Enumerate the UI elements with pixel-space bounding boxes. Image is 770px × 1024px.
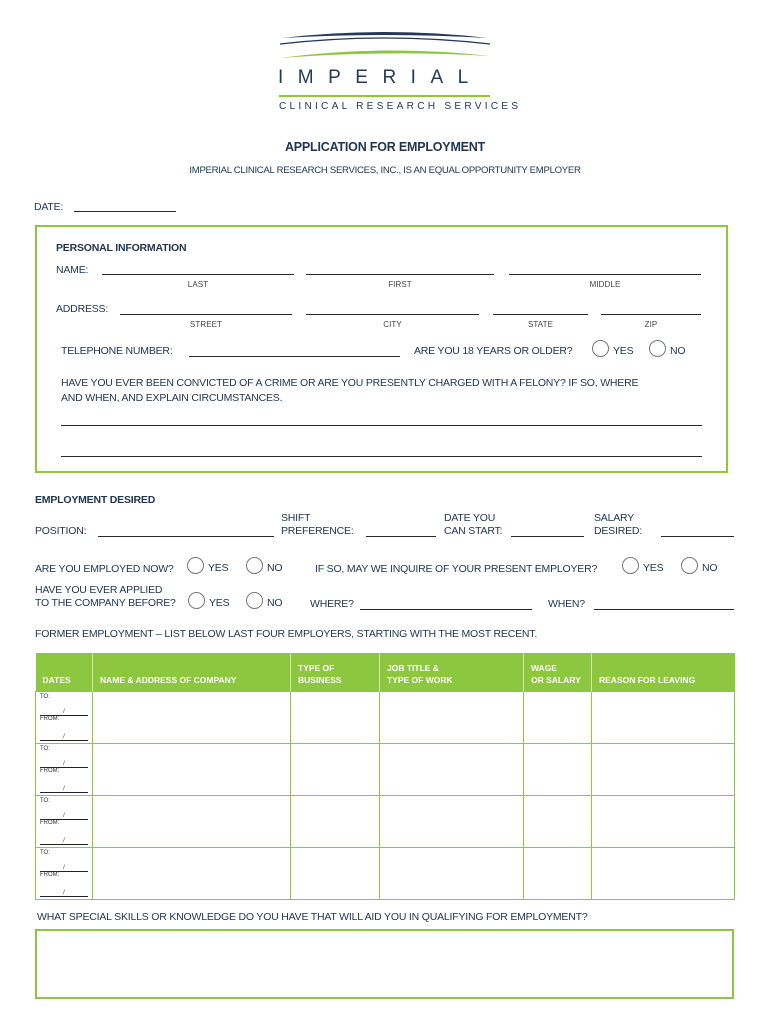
salary-field[interactable] <box>661 536 734 537</box>
dates-cell[interactable] <box>36 743 93 795</box>
table-header-row <box>36 653 735 691</box>
applied-no-label: NO <box>267 597 283 609</box>
from-date-field[interactable]: / <box>40 734 88 741</box>
table-row <box>36 691 735 743</box>
from-label: FROM: <box>40 767 60 774</box>
when-label: WHEN? <box>548 598 585 610</box>
col-header-reason: REASON FOR LEAVING <box>592 653 735 691</box>
address-label: ADDRESS: <box>56 303 109 315</box>
table-row <box>36 847 735 899</box>
former-employment-instruction: FORMER EMPLOYMENT – LIST BELOW LAST FOUR EMPLOYERS, STARTING WITH THE MOST RECENT. <box>35 628 538 640</box>
name-label: NAME: <box>56 264 89 276</box>
table-row <box>36 743 735 795</box>
telephone-field[interactable] <box>189 356 400 357</box>
telephone-label: TELEPHONE NUMBER: <box>61 345 173 357</box>
employed-no-label: NO <box>267 562 283 574</box>
position-field[interactable] <box>98 536 274 537</box>
shift-field[interactable] <box>366 536 436 537</box>
from-date-field[interactable]: / <box>40 890 88 897</box>
felony-question-line1: HAVE YOU EVER BEEN CONVICTED OF A CRIME OR ARE YOU PRESENTLY CHARGED WITH A FELONY? IF SO, WHERE <box>61 377 639 389</box>
wage-cell[interactable] <box>524 743 592 795</box>
applied-before-line1: HAVE YOU EVER APPLIED <box>35 584 163 596</box>
to-date-field[interactable]: / <box>40 761 88 768</box>
applied-yes-label: YES <box>209 597 230 609</box>
col-header-dates: DATES <box>36 653 93 691</box>
first-name-field[interactable] <box>306 274 494 275</box>
street-sublabel: STREET <box>189 320 223 329</box>
age-yes-radio[interactable] <box>592 340 609 357</box>
first-sublabel: FIRST <box>388 280 412 289</box>
start-date-label-2: CAN START: <box>444 525 503 537</box>
from-label: FROM: <box>40 871 60 878</box>
start-date-label-1: DATE YOU <box>444 512 496 524</box>
inquire-yes-radio[interactable] <box>622 557 639 574</box>
job-title-cell[interactable] <box>380 691 524 743</box>
city-sublabel: CITY <box>383 320 402 329</box>
logo-tagline: CLINICAL RESEARCH SERVICES <box>279 101 522 112</box>
former-employment-table <box>35 653 735 900</box>
middle-name-field[interactable] <box>509 274 701 275</box>
inquire-no-label: NO <box>702 562 718 574</box>
zip-sublabel: ZIP <box>644 320 658 329</box>
logo-swoosh-graphic <box>278 28 492 64</box>
shift-label-1: SHIFT <box>281 512 311 524</box>
wage-cell[interactable] <box>524 847 592 899</box>
felony-answer-line-1[interactable] <box>61 425 702 426</box>
last-name-field[interactable] <box>102 274 294 275</box>
employed-yes-label: YES <box>208 562 229 574</box>
date-field[interactable] <box>74 211 176 212</box>
dates-cell[interactable] <box>36 691 93 743</box>
skills-question: WHAT SPECIAL SKILLS OR KNOWLEDGE DO YOU HAVE THAT WILL AID YOU IN QUALIFYING FOR EMPLOYMENT? <box>37 911 588 923</box>
from-date-field[interactable]: / <box>40 786 88 793</box>
logo-divider <box>279 95 490 97</box>
company-cell[interactable] <box>93 743 291 795</box>
reason-cell[interactable] <box>592 743 735 795</box>
age-no-radio[interactable] <box>649 340 666 357</box>
company-cell[interactable] <box>93 691 291 743</box>
age-question: ARE YOU 18 YEARS OR OLDER? <box>414 345 573 357</box>
business-type-cell[interactable] <box>291 743 380 795</box>
where-label: WHERE? <box>310 598 354 610</box>
reason-cell[interactable] <box>592 795 735 847</box>
to-label: TO: <box>40 745 50 752</box>
shift-label-2: PREFERENCE: <box>281 525 354 537</box>
salary-label-2: DESIRED: <box>594 525 642 537</box>
employed-no-radio[interactable] <box>246 557 263 574</box>
from-label: FROM: <box>40 819 60 826</box>
city-field[interactable] <box>306 314 479 315</box>
employed-yes-radio[interactable] <box>187 557 204 574</box>
employed-now-question: ARE YOU EMPLOYED NOW? <box>35 563 174 575</box>
age-yes-label: YES <box>613 345 634 357</box>
business-type-cell[interactable] <box>291 847 380 899</box>
col-header-business-type: TYPE OF BUSINESS <box>291 653 380 691</box>
to-date-field[interactable]: / <box>40 813 88 820</box>
from-label: FROM: <box>40 715 60 722</box>
state-sublabel: STATE <box>527 320 554 329</box>
age-no-label: NO <box>670 345 686 357</box>
applied-no-radio[interactable] <box>246 592 263 609</box>
logo-wordmark: IMPERIAL <box>278 67 483 88</box>
state-field[interactable] <box>493 314 588 315</box>
company-cell[interactable] <box>93 847 291 899</box>
zip-field[interactable] <box>601 314 701 315</box>
position-label: POSITION: <box>35 525 87 537</box>
date-label: DATE: <box>34 201 64 213</box>
last-sublabel: LAST <box>187 280 209 289</box>
to-date-field[interactable]: / <box>40 865 88 872</box>
col-header-wage: WAGE OR SALARY <box>524 653 592 691</box>
wage-cell[interactable] <box>524 691 592 743</box>
dates-cell[interactable] <box>36 795 93 847</box>
col-header-job-title: JOB TITLE & TYPE OF WORK <box>380 653 524 691</box>
job-title-cell[interactable] <box>380 795 524 847</box>
job-title-cell[interactable] <box>380 847 524 899</box>
when-field[interactable] <box>594 609 734 610</box>
col-header-company: NAME & ADDRESS OF COMPANY <box>93 653 291 691</box>
middle-sublabel: MIDDLE <box>589 280 621 289</box>
where-field[interactable] <box>360 609 532 610</box>
applied-before-line2: TO THE COMPANY BEFORE? <box>35 597 176 609</box>
to-label: TO: <box>40 849 50 856</box>
job-title-cell[interactable] <box>380 743 524 795</box>
inquire-question: IF SO, MAY WE INQUIRE OF YOUR PRESENT EMPLOYER? <box>315 563 598 575</box>
personal-info-heading: PERSONAL INFORMATION <box>56 242 187 254</box>
to-date-field[interactable]: / <box>40 709 88 716</box>
skills-answer-box[interactable] <box>35 929 734 999</box>
reason-cell[interactable] <box>592 691 735 743</box>
felony-answer-line-2[interactable] <box>61 456 702 457</box>
table-row <box>36 795 735 847</box>
employment-desired-heading: EMPLOYMENT DESIRED <box>35 494 156 506</box>
business-type-cell[interactable] <box>291 795 380 847</box>
salary-label-1: SALARY <box>594 512 635 524</box>
felony-question-line2: AND WHEN, AND EXPLAIN CIRCUMSTANCES. <box>61 392 283 404</box>
reason-cell[interactable] <box>592 847 735 899</box>
company-cell[interactable] <box>93 795 291 847</box>
form-subtitle: IMPERIAL CLINICAL RESEARCH SERVICES, INC., IS AN EQUAL OPPORTUNITY EMPLOYER <box>189 165 581 176</box>
wage-cell[interactable] <box>524 795 592 847</box>
to-label: TO: <box>40 797 50 804</box>
inquire-no-radio[interactable] <box>681 557 698 574</box>
applied-yes-radio[interactable] <box>188 592 205 609</box>
from-date-field[interactable]: / <box>40 838 88 845</box>
street-field[interactable] <box>120 314 292 315</box>
dates-cell[interactable] <box>36 847 93 899</box>
start-date-field[interactable] <box>511 536 584 537</box>
business-type-cell[interactable] <box>291 691 380 743</box>
form-title: APPLICATION FOR EMPLOYMENT <box>284 140 486 154</box>
to-label: TO: <box>40 693 50 700</box>
inquire-yes-label: YES <box>643 562 664 574</box>
